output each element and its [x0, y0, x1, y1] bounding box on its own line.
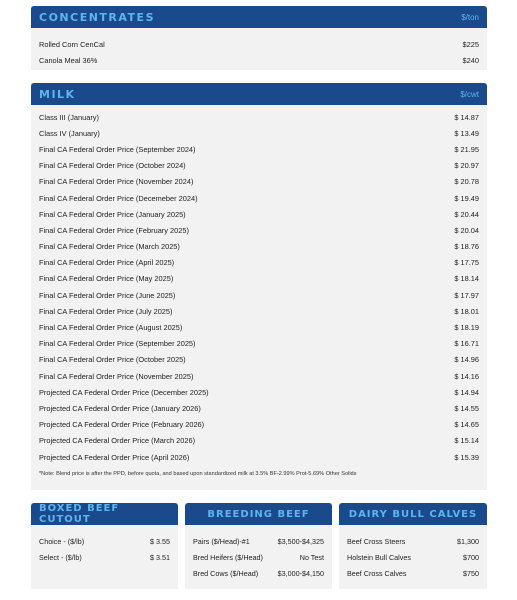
price-row	[347, 549, 479, 565]
boxed-beef-title: BOXED BEEF CUTOUT	[39, 503, 120, 525]
price-label: Bred Cows ($/Head)	[193, 568, 259, 578]
milk-note: *Note: Blend price is after the PPD, before quota, and based upon standardized milk at 3.5% BF-2.99% Prot-5.69% Other Solids	[39, 471, 357, 478]
price-label: Final CA Federal Order Price (October 2024)	[39, 161, 186, 171]
price-value: $ 18.14	[454, 274, 479, 284]
price-value: $ 17.97	[454, 290, 479, 300]
price-value: $3,000-$4,150	[277, 568, 324, 578]
price-label: Final CA Federal Order Price (October 2025)	[39, 355, 186, 365]
price-row	[39, 271, 479, 287]
price-value: $ 20.44	[454, 209, 479, 219]
price-value: $240	[462, 55, 479, 65]
price-row	[39, 255, 479, 271]
price-value: $ 15.14	[454, 436, 479, 446]
price-value: $ 15.39	[454, 452, 479, 462]
price-row	[39, 400, 479, 416]
price-label: Final CA Federal Order Price (April 2025)	[39, 258, 175, 268]
price-label: Projected CA Federal Order Price (April 2026)	[39, 452, 190, 462]
dairy-bull-panel	[339, 503, 487, 589]
price-label: Pairs ($/Head)-#1	[193, 536, 250, 546]
concentrates-panel	[31, 6, 487, 70]
price-label: Projected CA Federal Order Price (December 2025)	[39, 387, 209, 397]
price-row	[39, 36, 479, 52]
price-label: Bred Heifers ($/Head)	[193, 552, 263, 562]
breeding-beef-panel	[185, 503, 332, 589]
concentrates-unit: $/ton	[461, 12, 479, 22]
price-label: Final CA Federal Order Price (July 2025)	[39, 306, 173, 316]
price-row	[39, 319, 479, 335]
breeding-beef-title: BREEDING BEEF	[207, 508, 310, 520]
price-row	[39, 417, 479, 433]
price-row	[39, 158, 479, 174]
price-value: $3,500-$4,325	[277, 536, 324, 546]
concentrates-rows	[31, 28, 487, 68]
price-row	[39, 352, 479, 368]
price-label: Final CA Federal Order Price (August 2025)	[39, 323, 183, 333]
price-value: $ 18.01	[454, 306, 479, 316]
price-value: $ 14.96	[454, 355, 479, 365]
milk-rows	[31, 105, 487, 465]
price-row	[39, 336, 479, 352]
price-value: $ 21.95	[454, 144, 479, 154]
price-label: Projected CA Federal Order Price (February 2026)	[39, 420, 205, 430]
price-row	[39, 141, 479, 157]
price-value: $ 20.97	[454, 161, 479, 171]
price-value: $ 14.65	[454, 420, 479, 430]
price-label: Final CA Federal Order Price (May 2025)	[39, 274, 174, 284]
price-value: $ 18.76	[454, 242, 479, 252]
price-value: No Test	[299, 552, 324, 562]
price-label: Canola Meal 36%	[39, 55, 98, 65]
milk-header	[31, 83, 487, 105]
price-label: Final CA Federal Order Price (January 2025)	[39, 209, 186, 219]
price-label: Projected CA Federal Order Price (March 2026)	[39, 436, 196, 446]
concentrates-header	[31, 6, 487, 28]
price-row	[39, 239, 479, 255]
price-row	[193, 549, 324, 565]
price-value: $ 20.78	[454, 177, 479, 187]
dairy-bull-header	[339, 503, 487, 525]
milk-title: MILK	[39, 87, 76, 101]
price-row	[39, 549, 170, 565]
price-row	[193, 533, 324, 549]
boxed-beef-rows	[31, 525, 178, 565]
price-row	[39, 52, 479, 68]
price-row	[39, 222, 479, 238]
price-label: Beef Cross Steers	[347, 536, 406, 546]
price-value: $ 13.49	[454, 128, 479, 138]
price-row	[39, 449, 479, 465]
milk-panel	[31, 83, 487, 490]
price-value: $ 19.49	[454, 193, 479, 203]
price-row	[39, 303, 479, 319]
price-value: $ 20.04	[454, 225, 479, 235]
price-row	[39, 125, 479, 141]
price-row	[347, 565, 479, 581]
price-row	[39, 287, 479, 303]
price-value: $ 3.55	[150, 536, 170, 546]
price-row	[39, 533, 170, 549]
breeding-beef-rows	[185, 525, 332, 581]
price-label: Holstein Bull Calves	[347, 552, 411, 562]
breeding-beef-header	[185, 503, 332, 525]
price-value: $ 14.87	[454, 112, 479, 122]
price-label: Class III (January)	[39, 112, 99, 122]
price-value: $ 18.19	[454, 323, 479, 333]
price-value: $ 14.94	[454, 387, 479, 397]
dairy-bull-title: DAIRY BULL CALVES	[348, 508, 478, 520]
price-label: Final CA Federal Order Price (November 2025)	[39, 371, 194, 381]
price-label: Final CA Federal Order Price (March 2025)	[39, 242, 180, 252]
price-value: $1,300	[457, 536, 479, 546]
price-row	[39, 433, 479, 449]
price-value: $ 14.55	[454, 403, 479, 413]
price-row	[193, 565, 324, 581]
price-value: $750	[463, 568, 479, 578]
price-value: $ 3.51	[150, 552, 170, 562]
price-label: Final CA Federal Order Price (November 2024)	[39, 177, 194, 187]
price-label: Final CA Federal Order Price (February 2025)	[39, 225, 189, 235]
price-row	[39, 368, 479, 384]
price-row	[39, 384, 479, 400]
price-label: Projected CA Federal Order Price (January 2026)	[39, 403, 201, 413]
boxed-beef-panel	[31, 503, 178, 589]
price-row	[39, 206, 479, 222]
price-row	[39, 174, 479, 190]
price-value: $ 17.75	[454, 258, 479, 268]
price-value: $225	[462, 39, 479, 49]
price-row	[39, 109, 479, 125]
price-label: Rolled Corn CenCal	[39, 39, 105, 49]
price-label: Select - ($/lb)	[39, 552, 82, 562]
price-row	[347, 533, 479, 549]
price-label: Beef Cross Calves	[347, 568, 407, 578]
milk-unit: $/cwt	[460, 89, 479, 99]
boxed-beef-header	[31, 503, 178, 525]
price-row	[39, 190, 479, 206]
price-value: $700	[463, 552, 479, 562]
dairy-bull-rows	[339, 525, 487, 581]
price-value: $ 14.16	[454, 371, 479, 381]
price-label: Final CA Federal Order Price (June 2025)	[39, 290, 176, 300]
price-label: Final CA Federal Order Price (September 2025)	[39, 339, 196, 349]
price-label: Final CA Federal Order Price (Decemeber 2024)	[39, 193, 198, 203]
price-label: Class IV (January)	[39, 128, 100, 138]
price-value: $ 16.71	[454, 339, 479, 349]
concentrates-title: CONCENTRATES	[39, 10, 155, 24]
price-label: Choice - ($/lb)	[39, 536, 85, 546]
price-label: Final CA Federal Order Price (September 2024)	[39, 144, 196, 154]
